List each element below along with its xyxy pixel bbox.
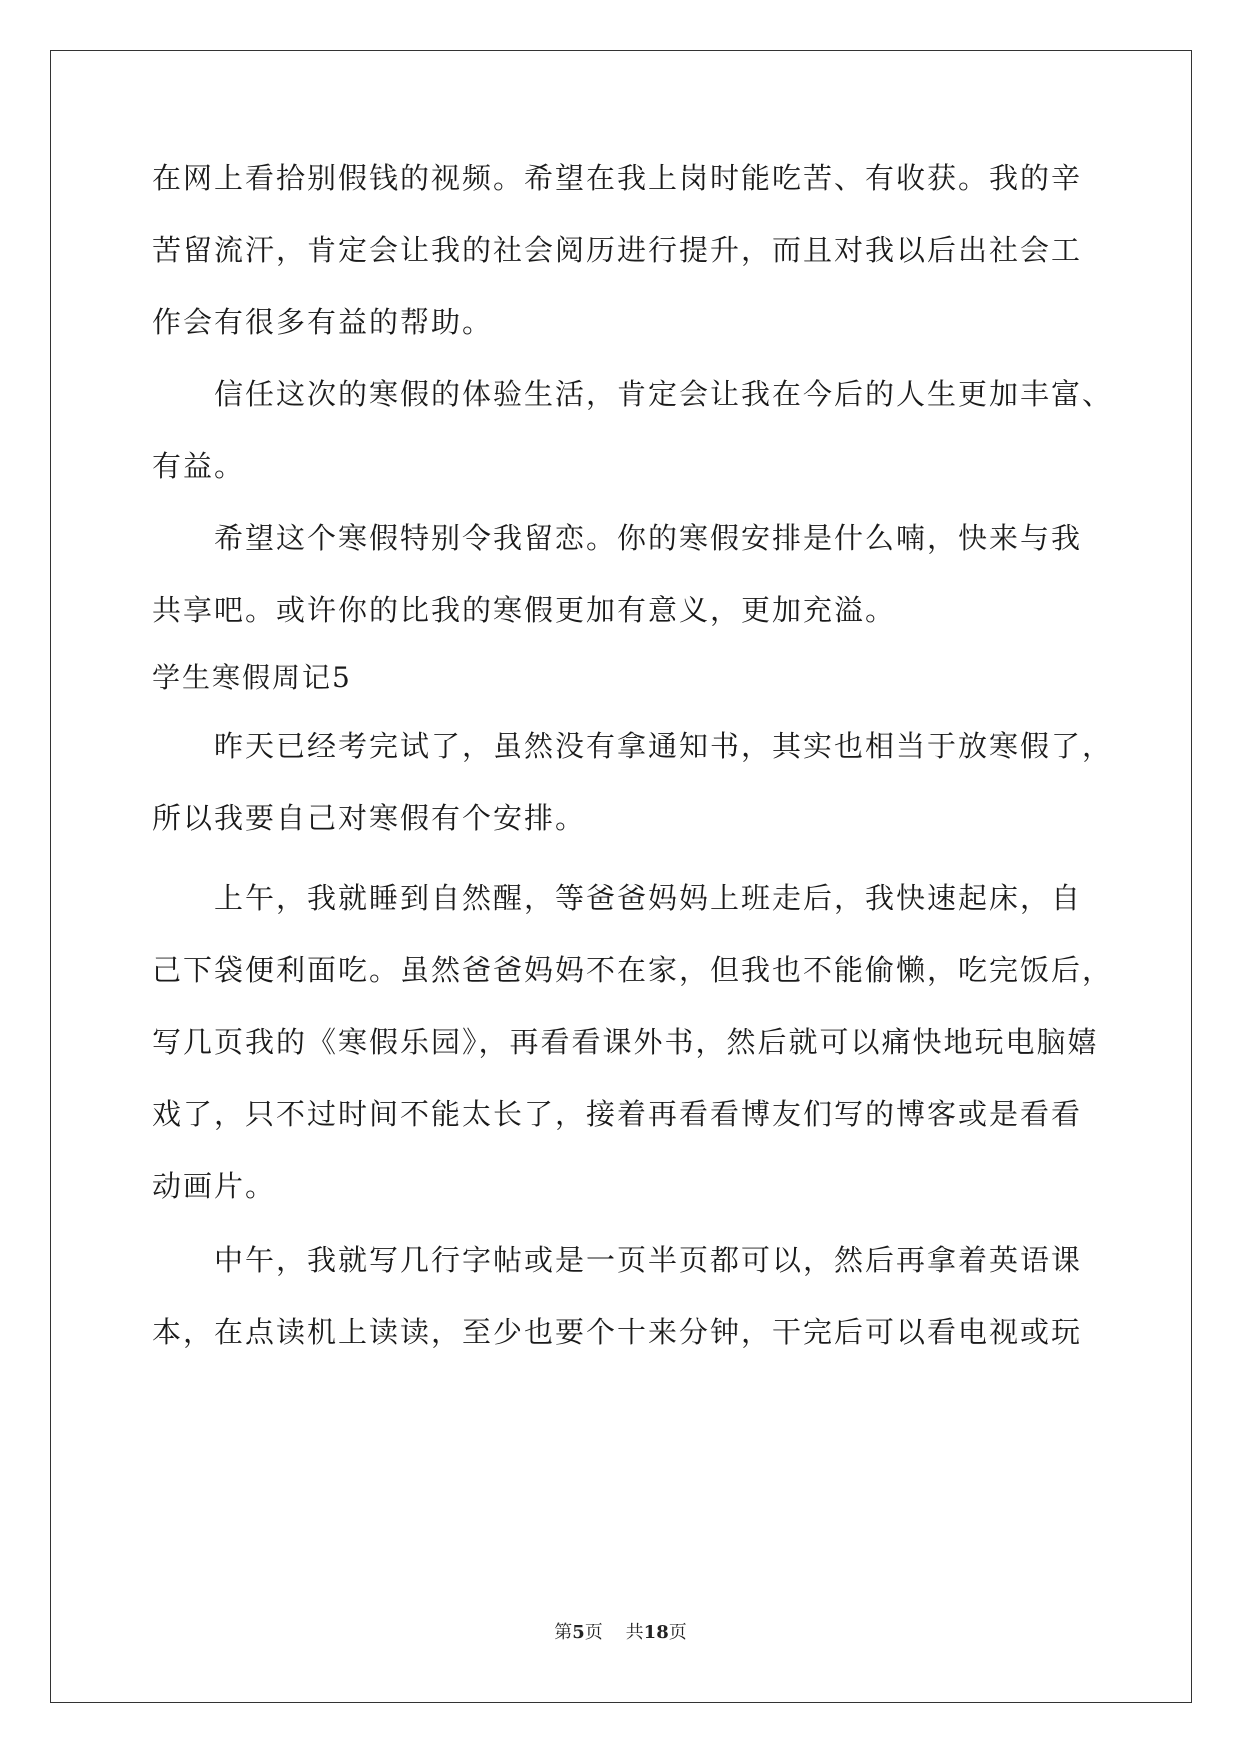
page-footer: [0, 1618, 1241, 1644]
text-line: 作会有很多有益的帮助。: [152, 305, 494, 339]
text-line: 信任这次的寒假的体验生活，肯定会让我在今后的人生更加丰富、: [152, 377, 1114, 411]
text-line: 中午，我就写几行字帖或是一页半页都可以，然后再拿着英语课: [152, 1243, 1083, 1277]
text-line: 希望这个寒假特别令我留恋。你的寒假安排是什么喃，快来与我: [152, 521, 1083, 555]
text-line: 己下袋便利面吃。虽然爸爸妈妈不在家，但我也不能偷懒，吃完饭后，: [152, 953, 1114, 987]
text-line: 苦留流汗，肯定会让我的社会阅历进行提升，而且对我以后出社会工: [152, 233, 1083, 267]
text-line: 上午，我就睡到自然醒，等爸爸妈妈上班走后，我快速起床，自: [152, 881, 1083, 915]
total-page-count: 18: [643, 1622, 669, 1643]
text-line: 动画片。: [152, 1169, 277, 1203]
text-line: 共享吧。或许你的比我的寒假更加有意义，更加充溢。: [152, 593, 897, 627]
text-line: 戏了，只不过时间不能太长了，接着再看看博友们写的博客或是看看: [152, 1097, 1083, 1131]
footer-prefix: 第: [554, 1622, 573, 1643]
footer-total-prefix: 共: [625, 1622, 644, 1643]
footer-page-suffix: 页: [584, 1622, 603, 1643]
text-line: 本，在点读机上读读，至少也要个十来分钟，干完后可以看电视或玩: [152, 1315, 1083, 1349]
text-line: 昨天已经考完试了，虽然没有拿通知书，其实也相当于放寒假了，: [152, 729, 1114, 763]
text-line: 所以我要自己对寒假有个安排。: [152, 801, 587, 835]
text-line: 有益。: [152, 449, 246, 483]
text-line: 写几页我的《寒假乐园》，再看看课外书，然后就可以痛快地玩电脑嬉: [152, 1025, 1099, 1059]
current-page-number: 5: [572, 1622, 585, 1643]
page-frame: [50, 50, 1192, 1703]
text-line: 在网上看拾别假钱的视频。希望在我上岗时能吃苦、有收获。我的辛: [152, 161, 1083, 195]
footer-total-suffix: 页: [668, 1622, 687, 1643]
section-heading: 学生寒假周记5: [152, 661, 352, 694]
